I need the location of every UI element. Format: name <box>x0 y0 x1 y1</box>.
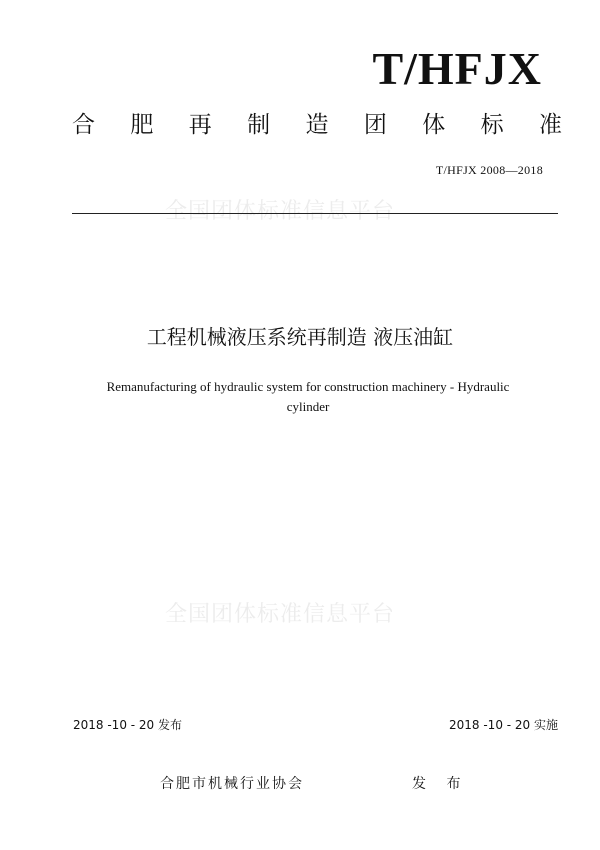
heading-char: 造 <box>305 112 329 138</box>
english-title-line-1: Remanufacturing of hydraulic system for construction machinery - Hydraulic <box>106 379 510 394</box>
standard-number: T/HFJX 2008—2018 <box>435 163 543 177</box>
document-title-chinese: 工程机械液压系统再制造 液压油缸 <box>146 325 454 349</box>
document-title-english <box>80 377 536 417</box>
watermark-top: 全国团体标准信息平台 <box>164 199 395 224</box>
implementation-date: 2018 -10 - 20 实施 <box>449 718 558 732</box>
heading-char: 制 <box>247 112 271 138</box>
issue-date: 2018 -10 - 20 发布 <box>73 718 182 732</box>
heading-char: 合 <box>72 112 95 138</box>
heading-char: 体 <box>422 112 446 138</box>
publisher-name: 合肥市机械行业协会 <box>160 776 304 792</box>
heading-char: 再 <box>188 112 212 138</box>
heading-char: 准 <box>539 112 562 138</box>
watermark-middle: 全国团体标准信息平台 <box>164 602 395 627</box>
organization-standard-heading <box>72 114 562 137</box>
heading-char: 标 <box>480 112 504 138</box>
heading-char: 团 <box>363 112 387 138</box>
heading-char: 肥 <box>130 112 154 138</box>
publish-label: 发 布 <box>412 776 469 792</box>
standard-code: T/HFJX <box>372 43 542 94</box>
header-divider <box>72 213 558 214</box>
english-title-line-2: cylinder <box>286 399 330 414</box>
